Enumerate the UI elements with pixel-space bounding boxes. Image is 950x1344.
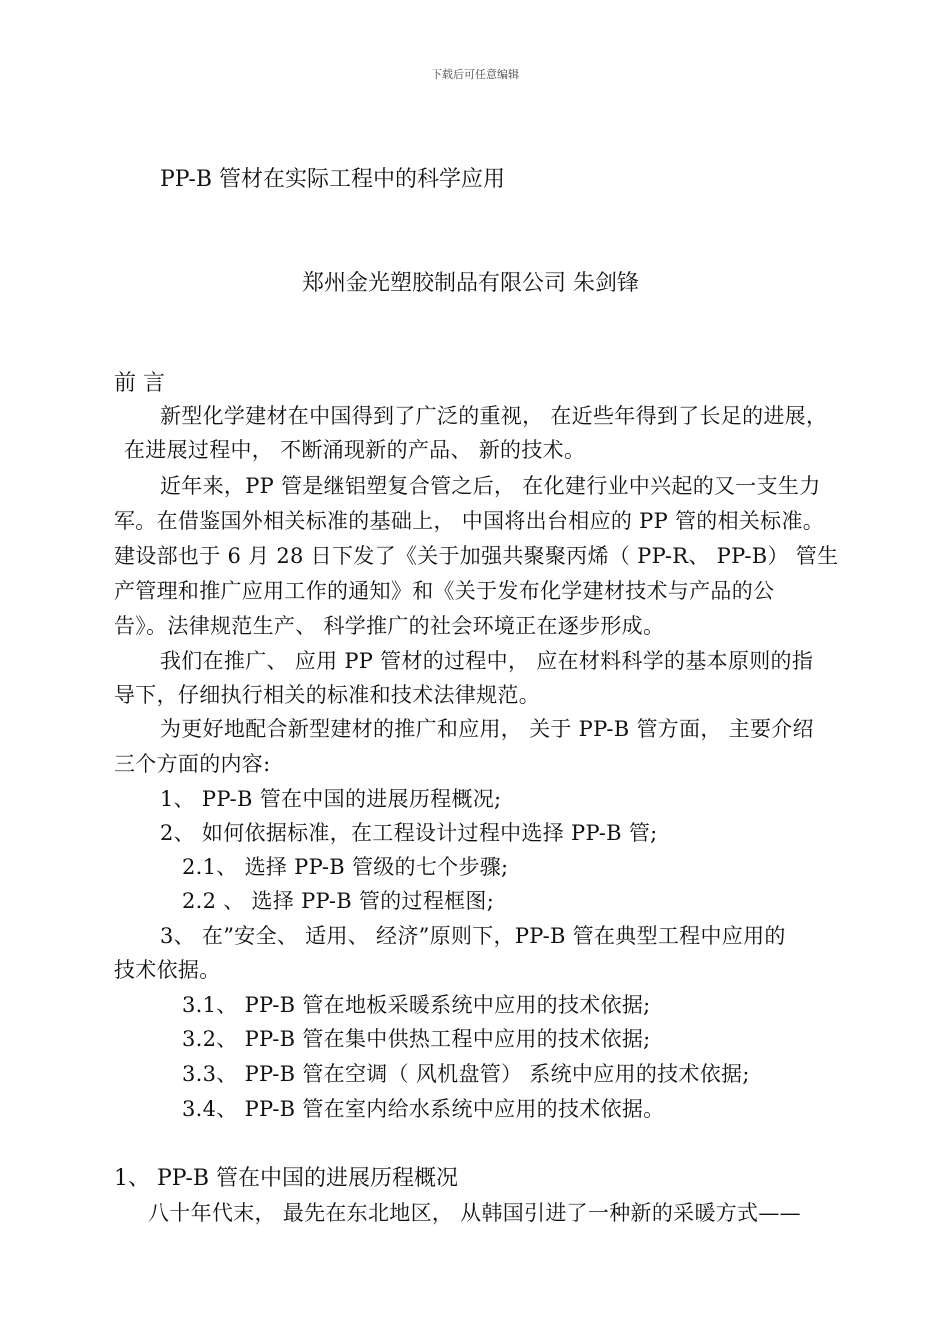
- page-header: 下载后可任意编辑: [431, 68, 519, 81]
- outline-subitem: 3.1、 PP-B 管在地板采暖系统中应用的技术依据;: [182, 993, 651, 1017]
- preface-line: 军。在借鉴国外相关标准的基础上， 中国将出台相应的 PP 管的相关标准。: [114, 509, 825, 533]
- preface-line: 告》。法律规范生产、 科学推广的社会环境正在逐步形成。: [114, 614, 665, 638]
- preface-line: 导下，仔细执行相关的标准和技术法律规范。: [114, 683, 540, 707]
- outline-subitem: 2.2 、 选择 PP-B 管的过程框图;: [182, 889, 495, 913]
- preface-line: 为更好地配合新型建材的推广和应用， 关于 PP-B 管方面， 主要介绍: [160, 717, 814, 741]
- outline-item: 1、 PP-B 管在中国的进展历程概况;: [160, 787, 502, 811]
- preface-line: 新型化学建材在中国得到了广泛的重视， 在近些年得到了长足的进展，: [160, 404, 828, 428]
- preface-line: 建设部也于 6 月 28 日下发了《关于加强共聚聚丙烯（ PP-R、 PP-B） 管生: [114, 544, 839, 568]
- outline-subitem: 3.3、 PP-B 管在空调（ 风机盘管） 系统中应用的技术依据;: [182, 1062, 750, 1086]
- author-line: 郑州金光塑胶制品有限公司 朱剑锋: [302, 271, 639, 296]
- preface-heading: 前 言: [114, 371, 165, 396]
- preface-line: 我们在推广、 应用 PP 管材的过程中， 应在材料科学的基本原则的指: [160, 649, 814, 673]
- outline-subitem: 3.4、 PP-B 管在室内给水系统中应用的技术依据。: [182, 1097, 665, 1121]
- preface-line: 在进展过程中， 不断涌现新的产品、 新的技术。: [124, 438, 586, 462]
- outline-subitem: 3.2、 PP-B 管在集中供热工程中应用的技术依据;: [182, 1027, 651, 1051]
- outline-item: 2、 如何依据标准，在工程设计过程中选择 PP-B 管;: [160, 821, 658, 845]
- outline-subitem: 2.1、 选择 PP-B 管级的七个步骤;: [182, 855, 509, 879]
- document-title: PP-B 管材在实际工程中的科学应用: [160, 167, 505, 192]
- preface-line: 产管理和推广应用工作的通知》和《关于发布化学建材技术与产品的公: [114, 579, 775, 603]
- outline-item: 3、 在”安全、 适用、 经济”原则下，PP-B 管在典型工程中应用的: [160, 924, 786, 948]
- preface-line: 近年来，PP 管是继铝塑复合管之后， 在化建行业中兴起的又一支生力: [160, 474, 821, 498]
- outline-item: 技术依据。: [114, 958, 221, 982]
- preface-line: 三个方面的内容:: [114, 752, 271, 776]
- section-1-line: 八十年代末， 最先在东北地区， 从韩国引进了一种新的采暖方式——: [148, 1201, 801, 1225]
- section-1-heading: 1、 PP-B 管在中国的进展历程概况: [114, 1166, 458, 1191]
